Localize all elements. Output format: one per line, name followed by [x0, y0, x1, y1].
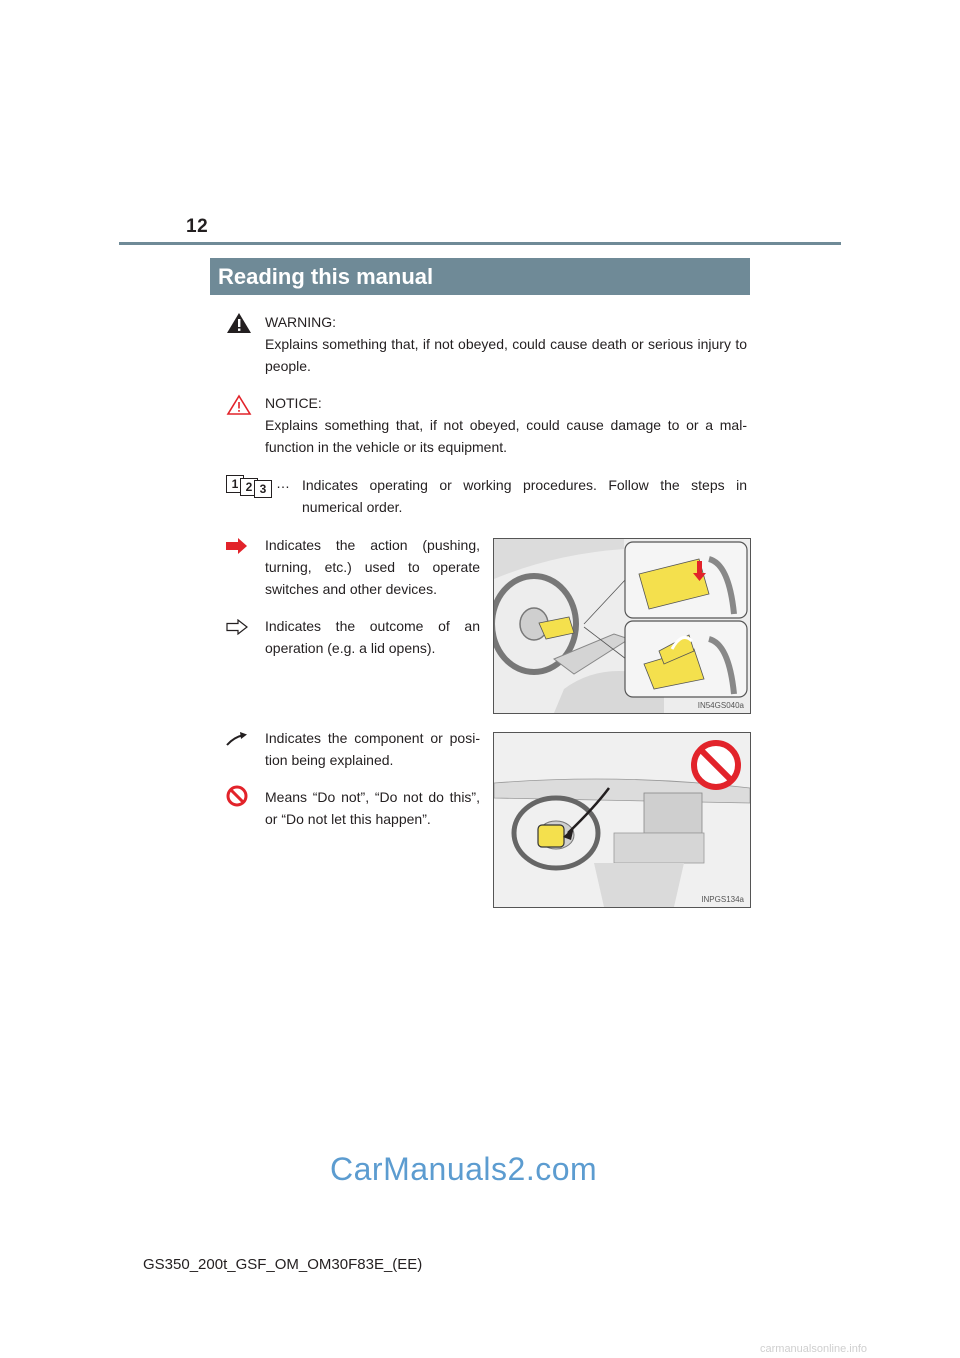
notice-entry: [265, 392, 747, 458]
steering-drawing: [494, 733, 750, 907]
notice-title: NOTICE:: [265, 395, 322, 411]
steering-illustration: [493, 732, 751, 908]
console-figure-code: IN54GS040a: [697, 701, 744, 710]
console-illustration: [493, 538, 751, 714]
warning-entry: [265, 311, 747, 377]
outline-arrow-icon: [226, 619, 248, 635]
notice-outline-triangle-icon: [226, 394, 252, 416]
steering-figure-code: INPGS134a: [701, 895, 744, 904]
section-title: Reading this manual: [210, 258, 750, 295]
prohibited-circle-icon: [226, 785, 248, 807]
steps-dots: …: [276, 475, 290, 491]
prohibited-text: Means “Do not”, “Do not do this”, or “Do not let this happen”.: [265, 789, 480, 827]
outcome-text: Indicates the outcome of an operation (e.g. a lid opens).: [265, 618, 480, 656]
warning-title: WARNING:: [265, 314, 337, 330]
warning-text: Explains something that, if not obeyed, could cause death or serious injury to people.: [265, 336, 747, 374]
warning-filled-triangle-icon: [226, 312, 252, 334]
step-number-2: 2: [240, 478, 258, 496]
console-drawing: [494, 539, 750, 713]
pointer-arrow-icon: [226, 731, 248, 747]
corner-watermark: carmanualsonline.info: [760, 1343, 868, 1355]
action-text: Indicates the action (pushing, turning, etc.) used to operate switches and other devices.: [265, 537, 480, 597]
watermark: CarManuals2.com: [330, 1151, 598, 1187]
footer-code: GS350_200t_GSF_OM_OM30F83E_(EE): [143, 1256, 423, 1273]
top-rule: [119, 242, 841, 245]
component-text: Indicates the component or posi-tion being explained.: [265, 730, 480, 768]
step-number-1: 1: [226, 475, 244, 493]
notice-text: Explains something that, if not obeyed, could cause damage to or a mal-function in the vehicle or its equipment.: [265, 417, 747, 455]
step-number-3: 3: [254, 480, 272, 498]
page-number: 12: [186, 216, 209, 237]
steps-text: Indicates operating or working procedures. Follow the steps in numerical order.: [302, 477, 747, 515]
filled-arrow-icon: [226, 538, 248, 554]
